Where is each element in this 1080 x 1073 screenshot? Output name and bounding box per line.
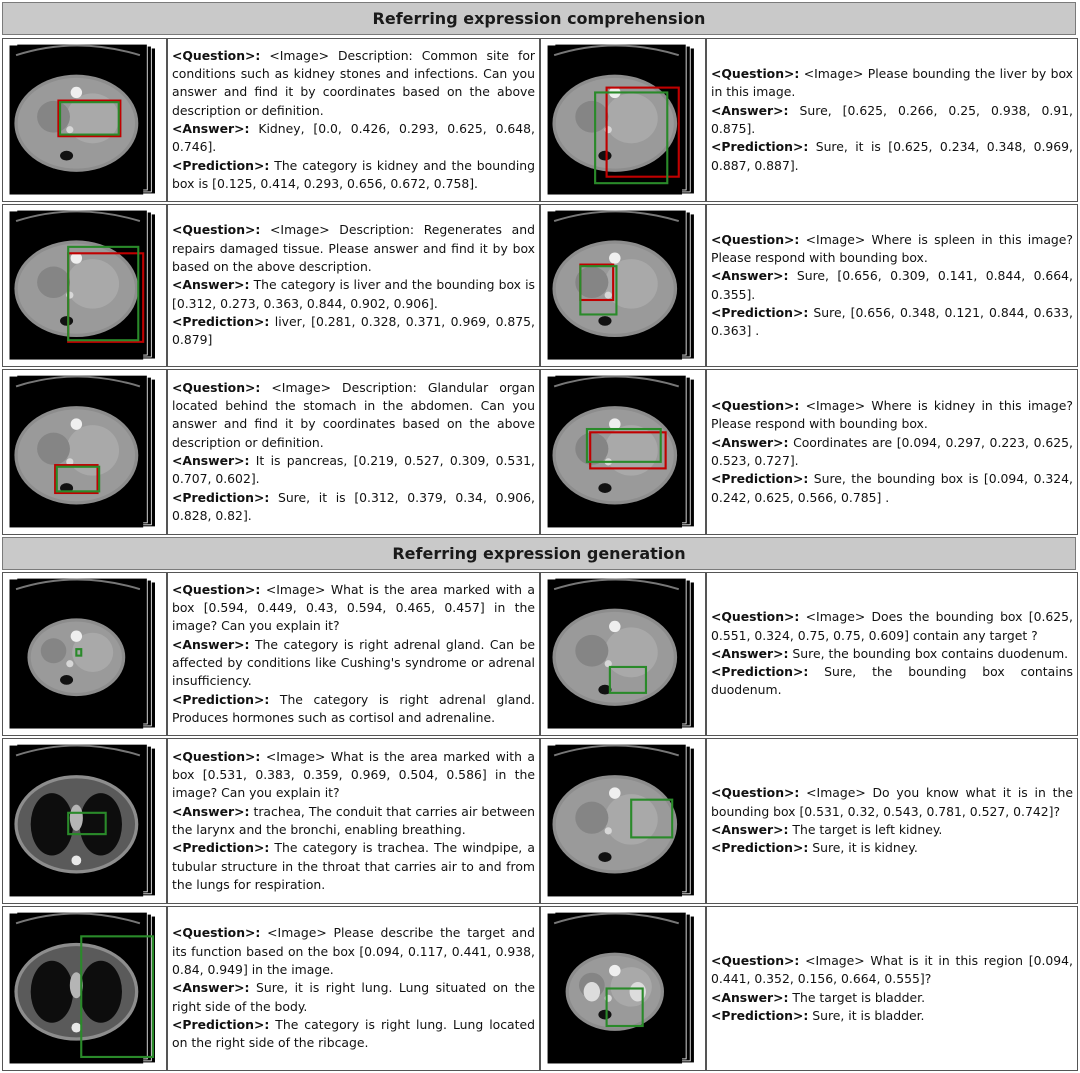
prediction-line (172, 489, 535, 526)
answer-label: <Answer>: (172, 121, 250, 136)
answer-line (172, 979, 535, 1016)
qa-text-panel (167, 369, 540, 535)
question-text: <Image> Do you know what it is in the bounding box [0.531, 0.32, 0.543, 0.781, 0.527, 0.742]? (711, 785, 1073, 819)
prediction-text: The category is right lung. Lung located on the right side of the ribcage. (172, 1016, 535, 1051)
prediction-text: Sure, [0.656, 0.348, 0.121, 0.844, 0.633, 0.363] . (711, 304, 1073, 339)
answer-label: <Answer>: (172, 980, 250, 996)
question-text: <Image> Description: Regenerates and repairs damaged tissue. Please answer and find it by box based on the above description. (172, 222, 535, 275)
answer-line (172, 276, 535, 313)
question-line (172, 379, 535, 452)
question-text: <Image> Description: Glandular organ located behind the stomach in the abdomen. Can you answer and find it by coordinates based on the above description or definition. (172, 379, 535, 450)
question-label: <Question>: (711, 952, 800, 968)
answer-label: <Answer>: (711, 645, 789, 661)
qa-text-panel (167, 38, 540, 202)
qa-text-panel (167, 572, 540, 736)
question-label: <Question>: (172, 581, 261, 597)
question-line (172, 748, 535, 803)
answer-label: <Answer>: (711, 268, 789, 284)
answer-label: <Answer>: (711, 822, 789, 837)
prediction-text: The category is kidney and the bounding box is [0.125, 0.414, 0.293, 0.656, 0.672, 0.758]. (172, 157, 535, 191)
question-line (711, 784, 1073, 821)
prediction-label: <Prediction>: (172, 157, 270, 173)
prediction-text: Sure, it is bladder. (812, 1007, 925, 1023)
prediction-label: <Prediction>: (172, 840, 270, 856)
qa-text-panel (167, 738, 540, 904)
question-line (172, 924, 535, 979)
ct-scan-image (3, 39, 166, 201)
prediction-text: The category is right adrenal gland. Produces hormones such as cortisol and adrenaline. (172, 691, 535, 725)
question-label: <Question>: (172, 379, 261, 395)
ct-image-panel (2, 369, 167, 535)
question-label: <Question>: (711, 398, 800, 414)
prediction-label: <Prediction>: (711, 1007, 809, 1023)
answer-text: Sure, [0.625, 0.266, 0.25, 0.938, 0.91, 0.875]. (711, 102, 1073, 136)
question-label: <Question>: (711, 231, 800, 247)
answer-text: It is pancreas, [0.219, 0.527, 0.309, 0.531, 0.707, 0.602]. (172, 453, 535, 487)
prediction-line (172, 839, 535, 894)
ct-image-panel (2, 906, 167, 1071)
answer-line (711, 821, 1073, 839)
prediction-text: The category is trachea. The windpipe, a tubular structure in the throat that carries air to and from the lungs for respiration. (172, 840, 535, 892)
section-title: Referring expression comprehension (2, 2, 1076, 35)
question-text: <Image> What is it in this region [0.094, 0.441, 0.352, 0.156, 0.664, 0.555]? (711, 952, 1073, 987)
prediction-text: Sure, it is [0.625, 0.234, 0.348, 0.969, 0.887, 0.887]. (711, 139, 1073, 173)
question-line (172, 47, 535, 120)
example-row (2, 38, 1078, 202)
prediction-line (711, 1007, 1073, 1025)
answer-text: The category is right adrenal gland. Can be affected by conditions like Cushing's syndrome or adrenal insufficiency. (172, 636, 535, 689)
answer-line (711, 267, 1073, 304)
question-line (711, 231, 1073, 268)
answer-label: <Answer>: (711, 989, 789, 1005)
prediction-text: Sure, it is kidney. (812, 840, 918, 856)
question-line (172, 581, 535, 636)
answer-label: <Answer>: (711, 102, 789, 118)
prediction-line (172, 313, 535, 350)
ct-image-panel (540, 204, 706, 367)
answer-text: The target is left kidney. (792, 822, 943, 837)
answer-label: <Answer>: (172, 803, 250, 819)
answer-label: <Answer>: (172, 636, 250, 652)
qa-text-panel (706, 738, 1078, 904)
qa-text-panel (706, 204, 1078, 367)
prediction-line (711, 470, 1073, 507)
answer-text: The category is liver and the bounding box is [0.312, 0.273, 0.363, 0.844, 0.902, 0.906]. (172, 277, 535, 311)
example-row (2, 572, 1078, 736)
answer-text: Kidney, [0.0, 0.426, 0.293, 0.625, 0.648, 0.746]. (172, 121, 535, 155)
answer-text: Coordinates are [0.094, 0.297, 0.223, 0.625, 0.523, 0.727]. (711, 434, 1073, 468)
question-text: <Image> Where is spleen in this image? Please respond with bounding box. (711, 231, 1073, 265)
ct-image-panel (540, 369, 706, 535)
question-label: <Question>: (172, 925, 261, 941)
qa-text-panel (167, 906, 540, 1071)
question-label: <Question>: (172, 748, 261, 764)
answer-line (172, 803, 535, 840)
answer-text: Sure, [0.656, 0.309, 0.141, 0.844, 0.664, 0.355]. (711, 268, 1073, 302)
question-line (711, 952, 1073, 989)
prediction-label: <Prediction>: (711, 139, 809, 155)
answer-label: <Answer>: (711, 434, 789, 450)
ct-scan-image (541, 907, 705, 1070)
question-text: <Image> What is the area marked with a box [0.531, 0.383, 0.359, 0.969, 0.504, 0.586] in the image? Can you explain it? (172, 748, 535, 801)
prediction-text: Sure, the bounding box contains duodenum. (711, 664, 1073, 698)
example-row (2, 906, 1078, 1071)
prediction-label: <Prediction>: (172, 313, 270, 329)
answer-label: <Answer>: (172, 277, 250, 293)
question-text: <Image> Description: Common site for conditions such as kidney stones and infections. Can you answer and find it by coordinates based on the above description or definition. (172, 47, 535, 118)
question-text: <Image> What is the area marked with a box [0.594, 0.449, 0.43, 0.594, 0.465, 0.457] in the image? Can you explain it? (172, 581, 535, 634)
prediction-label: <Prediction>: (172, 489, 270, 505)
ct-scan-image (3, 739, 166, 903)
answer-line (172, 120, 535, 157)
ct-image-panel (2, 738, 167, 904)
example-row (2, 738, 1078, 904)
answer-label: <Answer>: (172, 453, 250, 468)
prediction-line (711, 663, 1073, 700)
prediction-text: liver, [0.281, 0.328, 0.371, 0.969, 0.875, 0.879] (172, 313, 535, 348)
question-line (711, 608, 1073, 645)
section-title: Referring expression generation (2, 537, 1076, 570)
question-text: <Image> Where is kidney in this image? Please respond with bounding box. (711, 398, 1073, 432)
question-text: <Image> Does the bounding box [0.625, 0.551, 0.324, 0.75, 0.75, 0.609] contain any target ? (711, 609, 1073, 643)
answer-line (172, 452, 535, 489)
qa-text-panel (167, 204, 540, 367)
ct-scan-image (541, 205, 705, 366)
prediction-line (711, 138, 1073, 175)
question-label: <Question>: (172, 47, 261, 63)
ct-scan-image (3, 573, 166, 735)
prediction-label: <Prediction>: (711, 304, 809, 320)
prediction-label: <Prediction>: (711, 664, 809, 680)
question-line (172, 221, 535, 276)
ct-image-panel (540, 572, 706, 736)
ct-image-panel (2, 572, 167, 736)
prediction-line (711, 304, 1073, 341)
prediction-label: <Prediction>: (172, 691, 270, 707)
prediction-line (172, 691, 535, 728)
prediction-label: <Prediction>: (711, 471, 809, 487)
question-line (711, 65, 1073, 102)
answer-line (711, 434, 1073, 471)
ct-image-panel (2, 38, 167, 202)
question-line (711, 397, 1073, 434)
answer-line (711, 102, 1073, 139)
question-label: <Question>: (711, 609, 800, 625)
qa-text-panel (706, 38, 1078, 202)
question-label: <Question>: (172, 222, 261, 238)
ct-scan-image (541, 739, 705, 903)
ct-scan-image (541, 573, 705, 735)
question-text: <Image> Please describe the target and its function based on the box [0.094, 0.117, 0.441, 0.938, 0.84, 0.949] in the image. (172, 925, 535, 978)
prediction-line (172, 1016, 535, 1053)
ct-scan-image (3, 205, 166, 366)
question-label: <Question>: (711, 785, 800, 801)
answer-text: trachea, The conduit that carries air between the larynx and the bronchi, enabling breathing. (172, 803, 535, 837)
prediction-line (711, 839, 1073, 857)
example-row (2, 369, 1078, 535)
prediction-label: <Prediction>: (172, 1016, 270, 1032)
ct-scan-image (3, 370, 166, 534)
qa-text-panel (706, 369, 1078, 535)
question-label: <Question>: (711, 66, 800, 82)
answer-line (172, 636, 535, 691)
ct-scan-image (3, 907, 166, 1070)
ct-scan-image (541, 39, 705, 201)
prediction-line (172, 157, 535, 194)
answer-text: Sure, the bounding box contains duodenum. (792, 645, 1069, 661)
qa-text-panel (706, 572, 1078, 736)
ct-image-panel (540, 38, 706, 202)
question-text: <Image> Please bounding the liver by box in this image. (711, 66, 1073, 100)
prediction-label: <Prediction>: (711, 840, 809, 856)
prediction-text: Sure, it is [0.312, 0.379, 0.34, 0.906, 0.828, 0.82]. (172, 489, 535, 523)
answer-text: The target is bladder. (792, 989, 926, 1005)
answer-line (711, 989, 1073, 1007)
ct-image-panel (540, 738, 706, 904)
example-row (2, 204, 1078, 367)
answer-line (711, 645, 1073, 663)
ct-image-panel (2, 204, 167, 367)
prediction-text: Sure, the bounding box is [0.094, 0.324, 0.242, 0.625, 0.566, 0.785] . (711, 471, 1073, 505)
ct-image-panel (540, 906, 706, 1071)
answer-text: Sure, it is right lung. Lung situated on the right side of the body. (172, 980, 535, 1014)
ct-scan-image (541, 370, 705, 534)
qa-text-panel (706, 906, 1078, 1071)
